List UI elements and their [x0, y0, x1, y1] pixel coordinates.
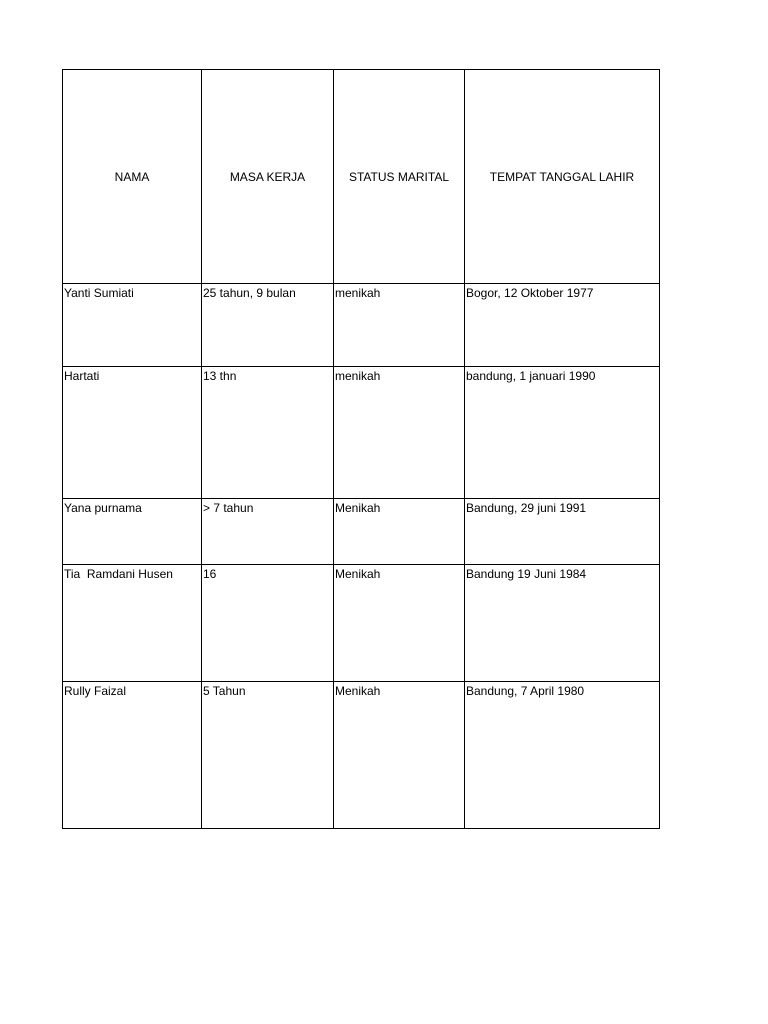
cell-nama: Yana purnama [63, 499, 202, 565]
cell-status-marital: menikah [334, 367, 465, 499]
cell-tempat-tanggal-lahir: Bandung, 29 juni 1991 [465, 499, 660, 565]
cell-status-marital: Menikah [334, 565, 465, 682]
table-row [63, 367, 660, 499]
header-tempat-tanggal-lahir: TEMPAT TANGGAL LAHIR [465, 70, 660, 284]
table-row [63, 565, 660, 682]
cell-status-marital: Menikah [334, 499, 465, 565]
cell-status-marital: menikah [334, 284, 465, 367]
cell-masa-kerja: > 7 tahun [202, 499, 334, 565]
table-row [63, 284, 660, 367]
cell-tempat-tanggal-lahir: bandung, 1 januari 1990 [465, 367, 660, 499]
employee-table [62, 69, 660, 829]
cell-nama: Hartati [63, 367, 202, 499]
cell-tempat-tanggal-lahir: Bogor, 12 Oktober 1977 [465, 284, 660, 367]
cell-masa-kerja: 13 thn [202, 367, 334, 499]
cell-tempat-tanggal-lahir: Bandung 19 Juni 1984 [465, 565, 660, 682]
header-nama: NAMA [63, 70, 202, 284]
cell-masa-kerja: 16 [202, 565, 334, 682]
cell-masa-kerja: 25 tahun, 9 bulan [202, 284, 334, 367]
table-row [63, 499, 660, 565]
cell-tempat-tanggal-lahir: Bandung, 7 April 1980 [465, 682, 660, 829]
header-row [63, 70, 660, 284]
cell-masa-kerja: 5 Tahun [202, 682, 334, 829]
cell-nama: Rully Faizal [63, 682, 202, 829]
cell-nama: Tia Ramdani Husen [63, 565, 202, 682]
table-row [63, 682, 660, 829]
header-status-marital: STATUS MARITAL [334, 70, 465, 284]
cell-nama: Yanti Sumiati [63, 284, 202, 367]
cell-status-marital: Menikah [334, 682, 465, 829]
header-masa-kerja: MASA KERJA [202, 70, 334, 284]
